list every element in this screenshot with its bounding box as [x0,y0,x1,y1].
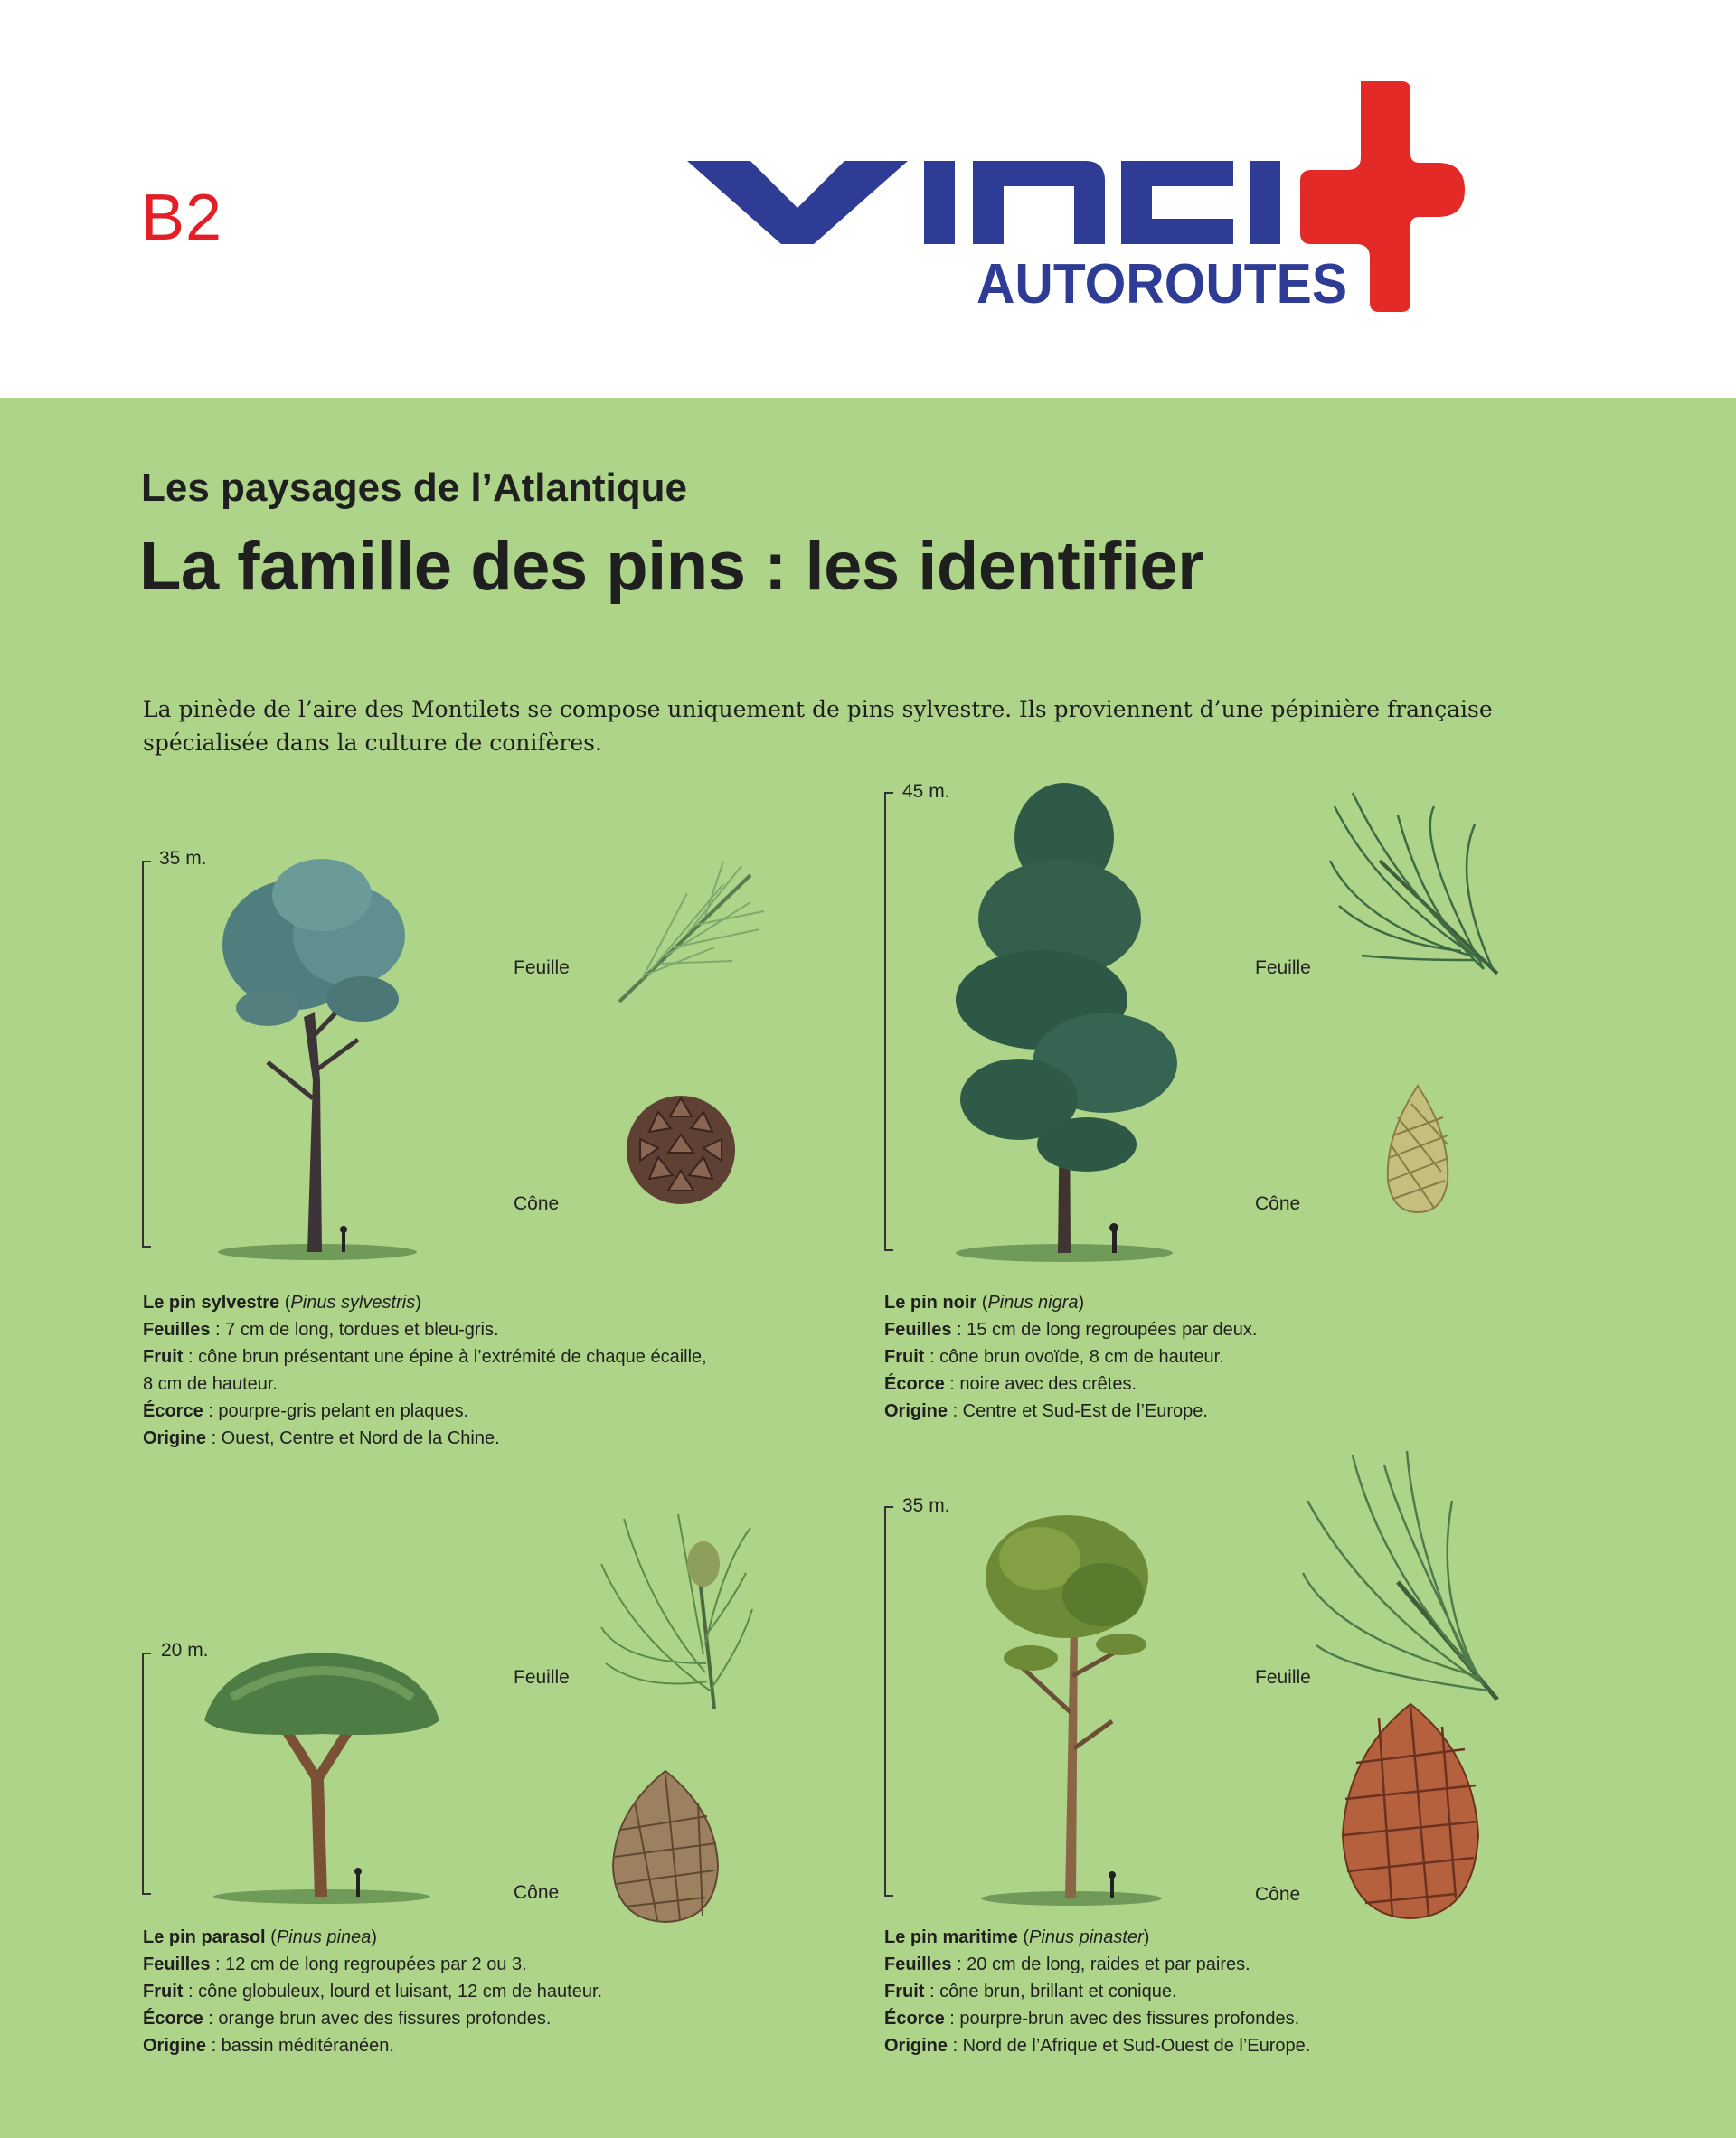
height-scale [884,792,886,1251]
bark-line [884,2005,1571,2032]
origin-key: Origine [884,2036,948,2056]
logo-letter-i2 [1250,161,1280,244]
origin-line [884,2032,1571,2059]
height-scale [142,861,144,1248]
origin-value: : bassin méditéranéen. [206,2036,394,2056]
leaves-line [884,1951,1571,1978]
height-label: 45 m. [902,781,950,802]
fruit-key: Fruit [143,1982,184,2001]
species-name-line: Le pin maritime (Pinus pinaster) [884,1927,1150,1947]
species-description [884,1289,1571,1425]
pine-needle-illustration [1298,1446,1506,1705]
species-name: Le pin parasol [143,1927,266,1947]
origin-key: Origine [143,2036,207,2056]
pine-needle-illustration [1326,788,1503,982]
fruit-value: : cône brun ovoïde, 8 cm de hauteur. [924,1347,1224,1367]
fruit-line [884,1343,1571,1370]
origin-key: Origine [884,1401,948,1421]
origin-line [143,1425,830,1452]
leaves-value: : 20 cm de long, raides et par paires. [951,1954,1250,1974]
origin-line [143,2032,830,2059]
fruit-line [143,1343,830,1370]
bark-key: Écorce [884,2009,945,2029]
bark-line [143,1398,830,1425]
bark-key: Écorce [143,1401,203,1421]
height-label: 35 m. [159,848,207,869]
logo-letter-v [687,161,908,244]
leaves-key: Feuilles [884,1954,952,1974]
pine-needle-illustration [597,1510,756,1714]
fruit-value: : cône brun, brillant et conique. [924,1982,1177,2001]
origin-value: : Nord de l’Afrique et Sud-Ouest de l’Europe. [948,2036,1311,2056]
species-name-line: Le pin parasol (Pinus pinea) [143,1927,378,1947]
bark-value: : pourpre-brun avec des fissures profondes. [944,2009,1300,2029]
header [0,0,1736,398]
vinci-autoroutes-logo [687,72,1591,325]
species-latin: Pinus pinea [276,1927,372,1947]
leaves-key: Feuilles [143,1320,211,1340]
cone-label: Cône [514,1882,560,1903]
leaf-label: Feuille [514,1667,570,1688]
pine-tree-illustration [195,1644,448,1906]
pine-tree-illustration [213,854,421,1270]
fruit-value: : cône brun présentant une épine à l’extrémité de chaque écaille, [183,1347,707,1367]
cone-label: Cône [1255,1884,1301,1905]
origin-value: : Ouest, Centre et Nord de la Chine. [206,1428,500,1448]
fruit-line [143,1978,830,2005]
cone-label: Cône [1255,1193,1301,1214]
height-label: 20 m. [161,1640,209,1661]
fruit-line [884,1978,1571,2005]
fruit-value: : cône globuleux, lourd et luisant, 12 cm de hauteur. [183,1982,603,2001]
leaves-value: : 15 cm de long regroupées par deux. [951,1320,1258,1340]
height-scale [884,1506,886,1897]
species-description [884,1924,1571,2059]
species-latin: Pinus sylvestris [290,1293,416,1313]
pine-needle-illustration [615,857,769,1009]
leaf-label: Feuille [514,957,570,978]
species-name: Le pin noir [884,1293,977,1313]
bark-line [884,1370,1571,1398]
logo-letter-i1 [924,161,955,244]
species-name-line: Le pin sylvestre (Pinus sylvestris) [143,1293,421,1313]
panel-subtitle: Les paysages de l’Atlantique [141,466,687,510]
pine-tree-illustration [976,1513,1166,1909]
pine-cone-illustration [1380,1081,1456,1215]
height-scale [142,1653,144,1895]
leaves-line [143,1951,830,1978]
bark-key: Écorce [884,1374,945,1394]
pine-cone-illustration [608,1766,723,1926]
bark-value: : pourpre-gris pelant en plaques. [203,1401,469,1421]
fruit-key: Fruit [884,1347,925,1367]
leaves-key: Feuilles [884,1320,952,1340]
leaves-line [143,1316,830,1343]
species-latin: Pinus pinaster [1029,1927,1144,1947]
fruit-key: Fruit [884,1982,925,2001]
pine-tree-illustration [951,783,1186,1267]
bark-value: : noire avec des crêtes. [944,1374,1137,1394]
logo-letter-c [1121,161,1233,244]
leaves-key: Feuilles [143,1954,211,1974]
leaves-line [884,1316,1571,1343]
panel-intro: La pinède de l’aire des Montilets se compose uniquement de pins sylvestre. Ils proviennent d’une pépinière française spécialisée dans la culture de conifères. [143,696,1493,756]
leaves-value: : 7 cm de long, tordues et bleu-gris. [210,1320,499,1340]
leaf-label: Feuille [1255,1667,1311,1688]
bark-key: Écorce [143,2009,203,2029]
panel-code: B2 [141,182,223,254]
leaves-value: : 12 cm de long regroupées par 2 ou 3. [210,1954,527,1974]
logo-subtitle: AUTOROUTES [976,253,1347,316]
species-name-line: Le pin noir (Pinus nigra) [884,1293,1085,1313]
species-description [143,1289,830,1452]
panel-title: La famille des pins : les identifier [139,528,1204,605]
origin-key: Origine [143,1428,207,1448]
bark-line [143,2005,830,2032]
origin-line [884,1398,1571,1425]
fruit-key: Fruit [143,1347,184,1367]
leaf-label: Feuille [1255,957,1311,978]
fruit-line-continued: 8 cm de hauteur. [143,1374,278,1394]
pine-cone-illustration [1338,1700,1483,1922]
logo-letter-n [973,161,1105,244]
bark-value: : orange brun avec des fissures profondes. [203,2009,552,2029]
height-label: 35 m. [902,1495,950,1516]
species-name: Le pin maritime [884,1927,1018,1947]
pine-cone-illustration [622,1085,740,1207]
cone-label: Cône [514,1193,560,1214]
origin-value: : Centre et Sud-Est de l’Europe. [948,1401,1208,1421]
species-latin: Pinus nigra [987,1293,1079,1313]
species-name: Le pin sylvestre [143,1293,280,1313]
species-description [143,1924,830,2059]
